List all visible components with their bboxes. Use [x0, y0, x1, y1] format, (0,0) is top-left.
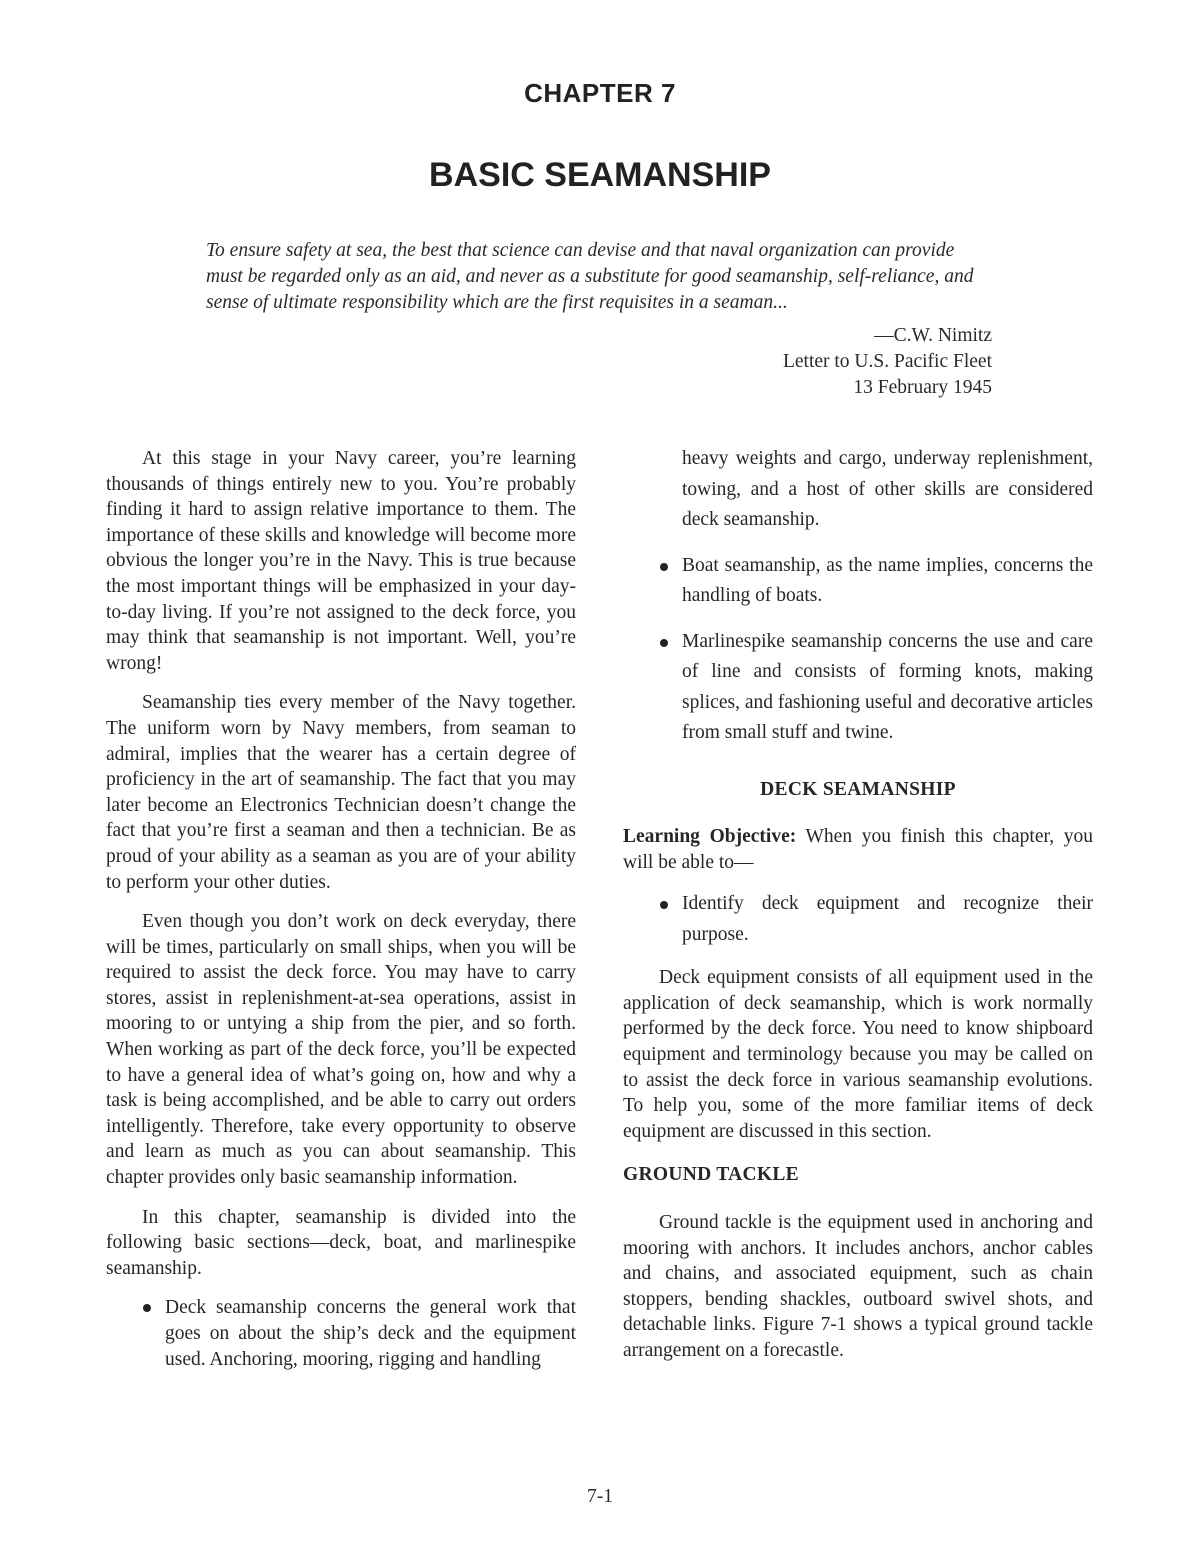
bullet-continuation — [623, 444, 1093, 536]
paragraph: Seamanship ties every member of the Navy together. The uniform worn by Navy members, from seaman to admiral, implies that the wearer has a certain degree of proficiency in the art of seamanship. The fact that you may later become an Electronics Technician doesn’t change the fact that you’re first a seaman and then a technician. Be as proud of your ability as a seaman as you are of your ability to perform your other duties. — [106, 692, 576, 893]
epigraph-source: Letter to U.S. Pacific Fleet — [782, 351, 992, 372]
bullet-item-objective — [623, 889, 1093, 950]
bullet-icon — [660, 639, 668, 647]
page-number: 7-1 — [587, 1486, 613, 1507]
right-column — [623, 446, 1093, 1378]
paragraph: Ground tackle is the equipment used in anchoring and mooring with anchors. It includes anchors, anchor cables and chains, and associated equipment, such as chain stoppers, bending shackles, outboard swivel shots, and detachable links. Figure 7-1 shows a typical ground tackle arrangement on a forecastle. — [623, 1212, 1093, 1361]
paragraph: Even though you don’t work on deck everyday, there will be times, particularly on small ships, when you will be required to assist the deck force. You may have to carry stores, assist in replenishment-at-sea operations, assist in mooring to or untying a ship from the pier, and so forth. When working as part of the deck force, you’ll be expected to have a general idea of what’s going on, how and why a task is being accomplished, and be able to carry out orders intelligently. Therefore, take every opportunity to observe and learn as much as you can about seamanship. This chapter provides only basic seamanship information. — [106, 911, 576, 1189]
bullet-item-boat-seamanship — [623, 551, 1093, 612]
bullet-text: heavy weights and cargo, underway replenishment, towing, and a host of other skills are considered deck seamanship. — [682, 448, 1093, 530]
learning-objective-label: Learning Objective: — [623, 826, 797, 848]
bullet-text: Deck seamanship concerns the general work that goes on about the ship’s deck and the equipment used. Anchoring, mooring, rigging and handling — [165, 1297, 576, 1370]
section-heading: DECK SEAMANSHIP — [760, 778, 956, 800]
bullet-icon — [660, 901, 668, 909]
chapter-title: BASIC SEAMANSHIP — [429, 156, 771, 194]
bullet-icon — [143, 1304, 151, 1312]
bullet-item-deck-seamanship — [106, 1295, 576, 1372]
left-column — [106, 446, 576, 1387]
bullet-text: Boat seamanship, as the name implies, concerns the handling of boats. — [682, 554, 1093, 606]
paragraph: Deck equipment consists of all equipment used in the application of deck seamanship, which is work normally performed by the deck force. You need to know shipboard equipment and terminology because you may be called on to assist the deck force in various seamanship evolutions. To help you, some of the more familiar items of deck equipment are discussed in this section. — [623, 967, 1093, 1142]
epigraph-quote: To ensure safety at sea, the best that science can devise and that naval organization can provide must be regarded only as an aid, and never as a substitute for good seamanship, self-reliance, and sense of ultimate responsibility which are the first requisites in a seaman... — [206, 240, 974, 313]
learning-objective — [623, 824, 1093, 875]
bullet-item-marlinespike-seamanship — [623, 627, 1093, 749]
paragraph: At this stage in your Navy career, you’re learning thousands of things entirely new to you. You’re probably finding it hard to assign relative importance to them. The importance of these skills and knowledge will become more obvious the longer you’re in the Navy. This is true because the most important things will be emphasized in your day-to-day living. If you’re not assigned to the deck force, you may think that seamanship is not important. Well, you’re wrong! — [106, 448, 576, 674]
paragraph: In this chapter, seamanship is divided into the following basic sections—deck, boat, and marlinespike seamanship. — [106, 1206, 576, 1279]
epigraph-attribution — [783, 323, 992, 401]
learning-objective-text: When you finish this chapter, you will be able to— — [623, 826, 1093, 873]
bullet-icon — [660, 563, 668, 571]
bullet-text: Marlinespike seamanship concerns the use and care of line and consists of forming knots, making splices, and fashioning useful and decorative articles from small stuff and twine. — [682, 630, 1093, 743]
chapter-label: CHAPTER 7 — [524, 78, 676, 108]
bullet-text: Identify deck equipment and recognize their purpose. — [682, 893, 1093, 945]
epigraph-date: 13 February 1945 — [853, 377, 992, 398]
subheading: GROUND TACKLE — [623, 1164, 799, 1186]
epigraph-author: —C.W. Nimitz — [874, 325, 992, 346]
